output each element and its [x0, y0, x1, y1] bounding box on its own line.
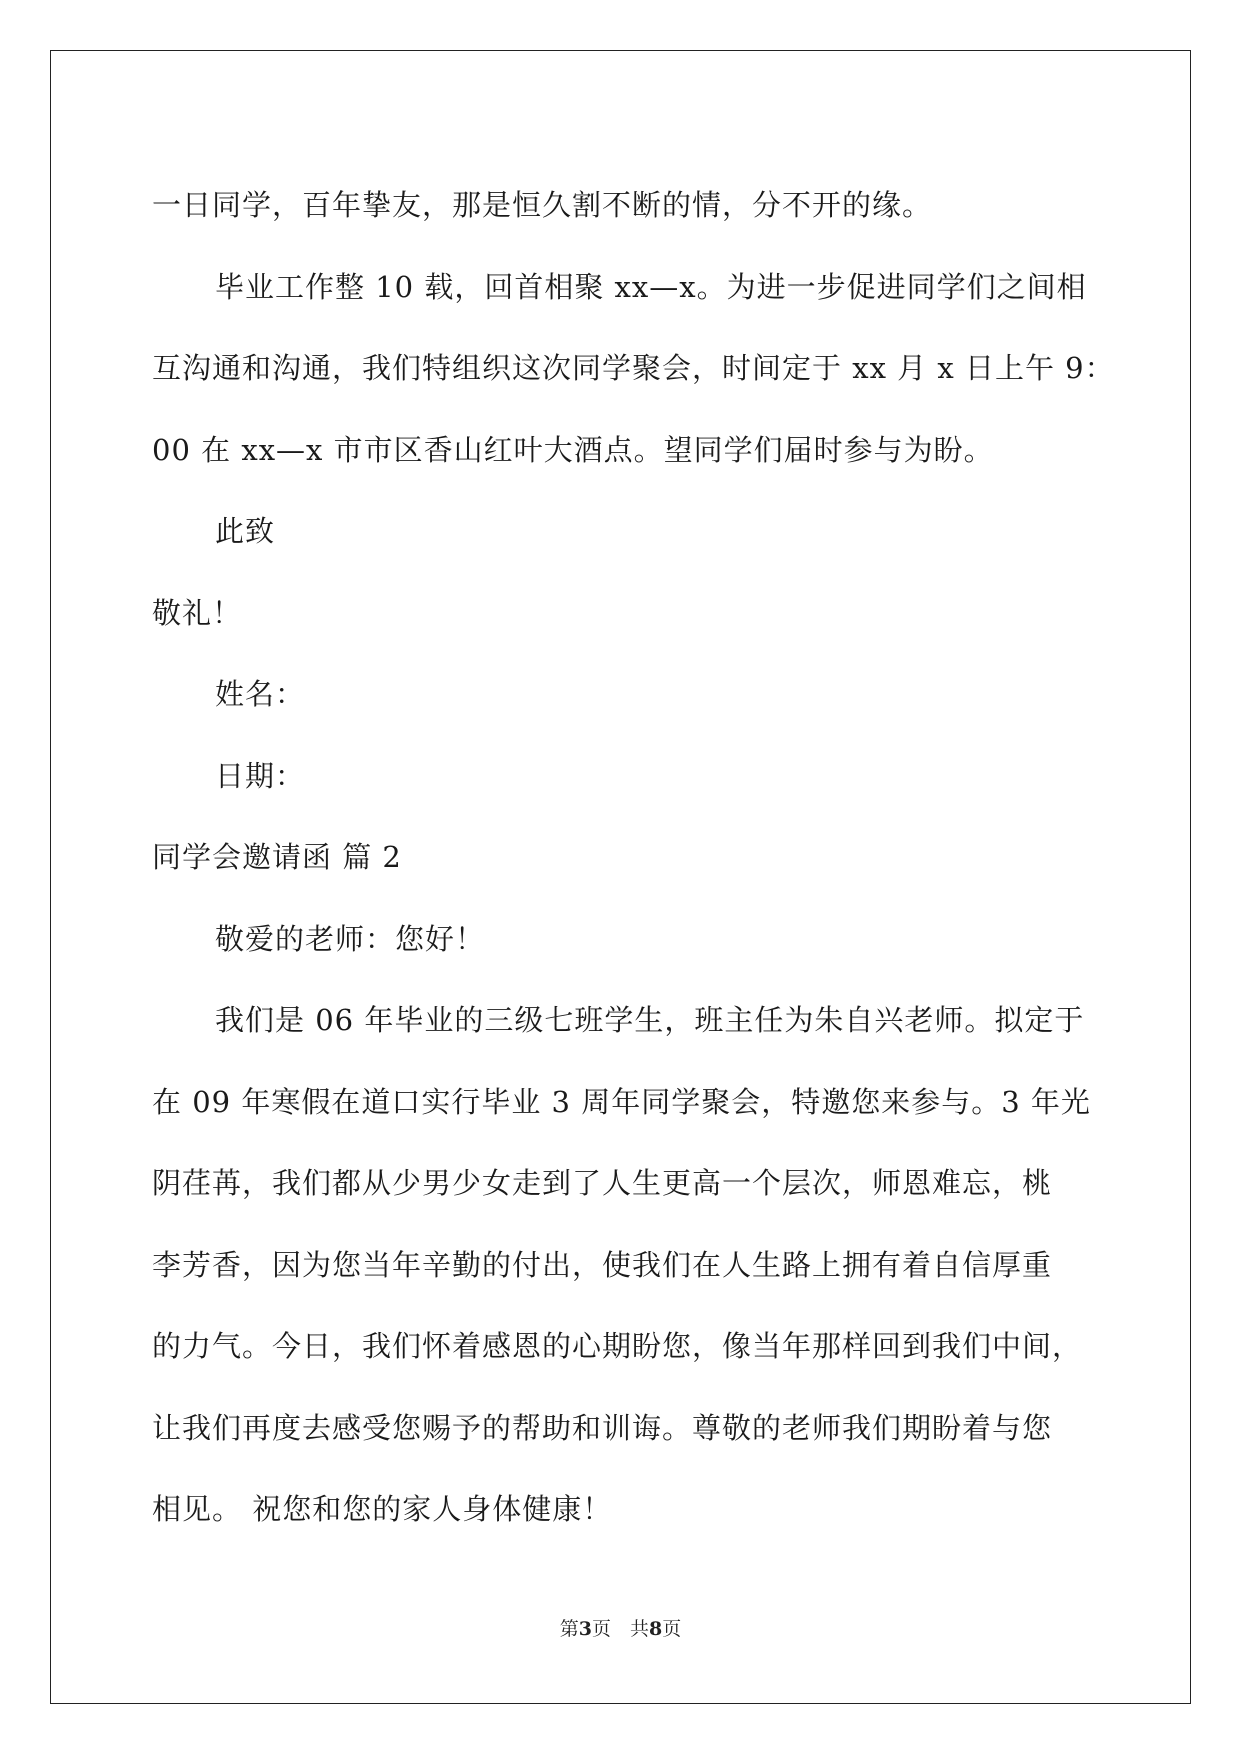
paragraph-line: 一日同学，百年挚友，那是恒久割不断的情，分不开的缘。 — [152, 188, 933, 222]
paragraph-line: 在 09 年寒假在道口实行毕业 3 周年同学聚会，特邀您来参与。3 年光 — [152, 1084, 1091, 1119]
page-mid: 页 共 — [591, 1618, 649, 1640]
paragraph-line: 互沟通和沟通，我们特组织这次同学聚会，时间定于 xx 月 x 日上午 9： — [152, 351, 1115, 385]
name-field-label: 姓名： — [215, 677, 306, 711]
greeting-line: 敬爱的老师：您好！ — [215, 921, 486, 956]
closing-line: 此致 — [215, 514, 276, 548]
salutation-line: 敬礼！ — [152, 595, 243, 630]
paragraph-line: 的力气。今日，我们怀着感恩的心期盼您，像当年那样回到我们中间， — [152, 1329, 1083, 1363]
paragraph-line: 我们是 06 年毕业的三级七班学生，班主任为朱自兴老师。拟定于 — [215, 1003, 1085, 1037]
page-suffix: 页 — [662, 1618, 682, 1640]
document-body — [152, 165, 1115, 1551]
page-current-number: 3 — [578, 1618, 592, 1640]
paragraph-line: 00 在 xx—x 市市区香山红叶大酒点。望同学们届时参与为盼。 — [152, 432, 994, 467]
paragraph-line: 毕业工作整 10 载，回首相聚 xx—x。为进一步促进同学们之间相 — [215, 269, 1087, 304]
page-total-number: 8 — [649, 1618, 663, 1640]
page-prefix: 第 — [559, 1618, 579, 1640]
paragraph-line: 相见。 祝您和您的家人身体健康！ — [152, 1492, 613, 1526]
paragraph-line: 阴荏苒，我们都从少男少女走到了人生更高一个层次，师恩难忘，桃 — [152, 1166, 1053, 1200]
page-footer — [0, 1614, 1241, 1641]
section-heading: 同学会邀请函 篇 2 — [152, 840, 402, 874]
date-field-label: 日期： — [215, 758, 306, 793]
paragraph-line: 让我们再度去感受您赐予的帮助和训诲。尊敬的老师我们期盼着与您 — [152, 1410, 1053, 1445]
paragraph-line: 李芳香，因为您当年辛勤的付出，使我们在人生路上拥有着自信厚重 — [152, 1247, 1053, 1282]
